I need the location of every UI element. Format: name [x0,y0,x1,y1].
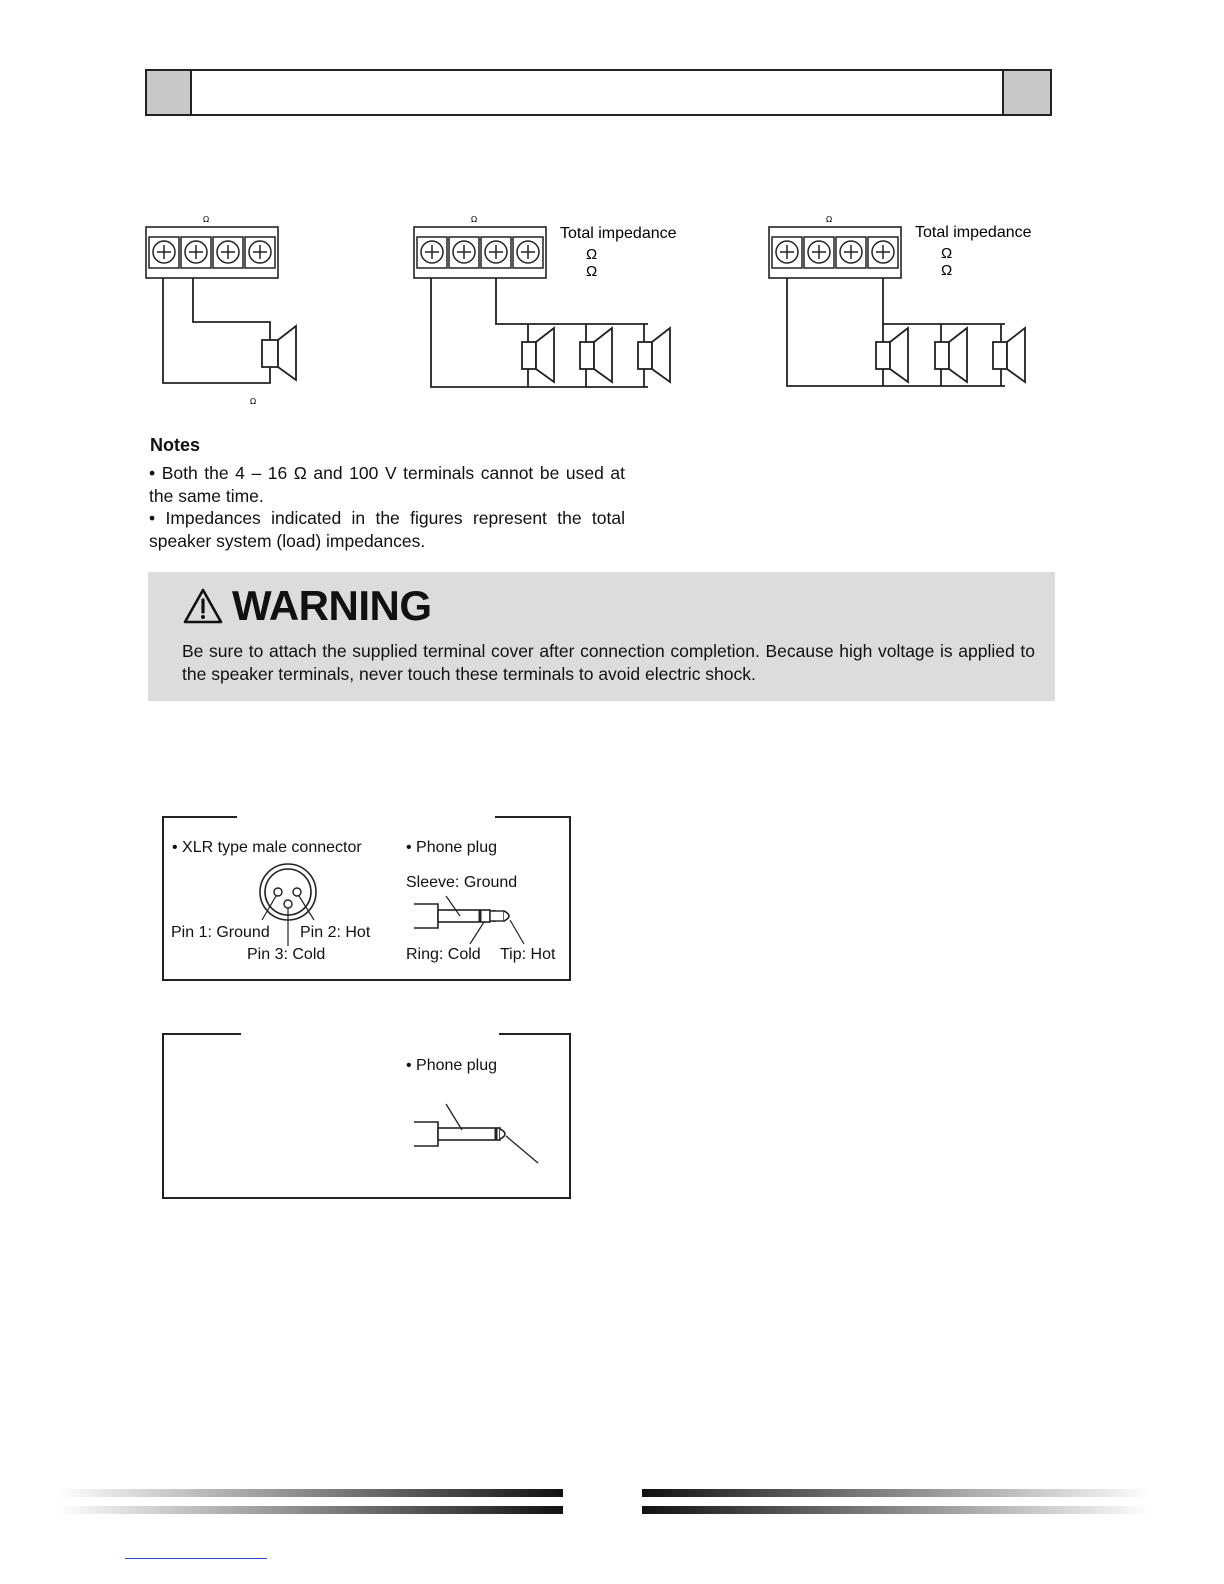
wiring-diagram-parallel-b [763,210,1053,395]
impedance-ohm-1: Ω [941,245,953,262]
warning-triangle-icon [182,587,224,625]
wiring-diagram-single [140,210,320,410]
box-title-gap [237,813,495,819]
diagram-ohm-label: Ω [250,397,257,406]
tip-label: Tip: Hot [500,946,556,963]
notes-title: Notes [150,435,201,455]
header-right-tab [1002,69,1052,116]
wiring-diagram-parallel-a [408,210,698,395]
pin1-label: Pin 1: Ground [171,924,270,941]
warning-text: Be sure to attach the supplied terminal cover after connection completion. Because high voltage is applied to the speaker terminals, never touch these terminals to avoid electric shock. [182,641,1035,684]
trs-phone-plug-icon [410,890,540,950]
total-impedance-label: Total impedance [915,224,1032,241]
sleeve-label: Sleeve: Ground [406,874,518,891]
footer-link-underline [125,1558,267,1559]
xlr-title: • XLR type male connector [172,839,362,856]
impedance-ohm-2: Ω [586,263,598,280]
pin2-label: Pin 2: Hot [300,924,371,941]
warning-title: WARNING [232,582,432,629]
ts-phone-plug-icon [410,1100,550,1170]
phone-plug-title: • Phone plug [406,1057,498,1074]
note-item: • Both the 4 – 16 Ω and 100 V terminals cannot be used at the same time. [149,463,625,506]
footer-stripes [0,1486,1224,1520]
warning-heading [182,582,432,630]
impedance-ohm-1: Ω [586,246,598,263]
diagram-ohm-label: Ω [203,215,210,224]
total-impedance-label: Total impedance [560,225,677,242]
phone-plug-title: • Phone plug [406,839,498,856]
diagram-ohm-label: Ω [826,215,833,224]
diagram-ohm-label: Ω [471,215,478,224]
note-item: • Impedances indicated in the figures represent the total speaker system (load) impedances. [149,508,625,551]
header-left-tab [145,69,192,116]
header-title-bar [190,69,1004,116]
ring-label: Ring: Cold [406,946,481,963]
pin3-label: Pin 3: Cold [247,946,326,963]
box-title-gap [241,1030,499,1036]
impedance-ohm-2: Ω [941,262,953,279]
